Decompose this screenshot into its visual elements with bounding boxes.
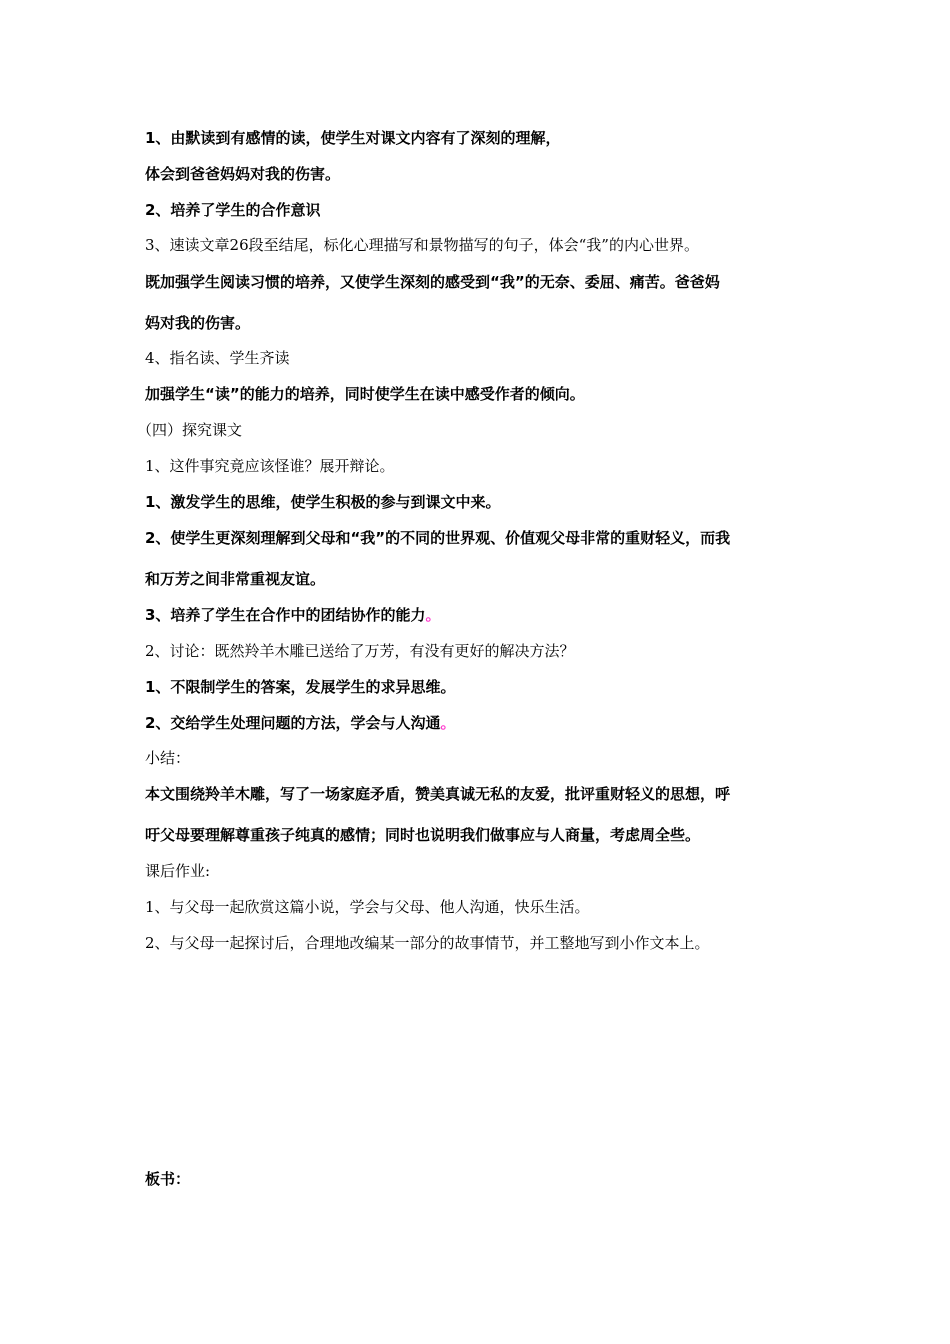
homework-heading: 课后作业: [145, 862, 211, 880]
text-line-23: 2、与父母一起探讨后，合理地改编某一部分的故事情节，并工整地写到小作文本上。 [145, 934, 710, 952]
text-line-10: 1、这件事究竟应该怪谁？展开辩论。 [145, 457, 395, 475]
blackboard-heading: 板书： [145, 1170, 191, 1188]
text-line-6: 妈对我的伤害。 [145, 314, 251, 332]
text-line-17-content: 2、交给学生处理问题的方法，学会与人沟通 [145, 714, 441, 732]
section-heading: （四）探究课文 [137, 421, 243, 439]
text-line-11: 1、激发学生的思维，使学生积极的参与到课文中来。 [145, 493, 501, 511]
accent-period-mark: 。 [440, 714, 456, 732]
text-line-8: 加强学生“读”的能力的培养，同时使学生在读中感受作者的倾向。 [145, 385, 585, 403]
text-line-14 [145, 605, 440, 625]
text-line-13: 和万芳之间非常重视友谊。 [145, 570, 326, 588]
text-line-22: 1、与父母一起欣赏这篇小说，学会与父母、他人沟通，快乐生活。 [145, 898, 590, 916]
text-line-14-content: 3、培养了学生在合作中的团结协作的能力 [145, 606, 426, 624]
text-line-12: 2、使学生更深刻理解到父母和“我”的不同的世界观、价值观父母非常的重财轻义，而我 [145, 529, 731, 547]
text-line-20: 吁父母要理解尊重孩子纯真的感情；同时也说明我们做事应与人商量，考虑周全些。 [145, 826, 701, 844]
text-line-16: 1、不限制学生的答案，发展学生的求异思维。 [145, 678, 456, 696]
text-line-3: 2、培养了学生的合作意识 [145, 201, 321, 219]
text-line-5: 既加强学生阅读习惯的培养，又使学生深刻的感受到“我”的无奈、委屈、痛苦。爸爸妈 [145, 273, 720, 291]
text-line-15: 2、讨论：既然羚羊木雕已送给了万芳，有没有更好的解决方法？ [145, 642, 575, 660]
text-line-17 [145, 713, 455, 733]
text-line-4: 3、速读文章26段至结尾，标化心理描写和景物描写的句子，体会“我”的内心世界。 [145, 236, 699, 254]
summary-heading: 小结： [145, 749, 191, 767]
text-line-2: 体会到爸爸妈妈对我的伤害。 [145, 165, 341, 183]
text-line-1: 1、由默读到有感情的读，使学生对课文内容有了深刻的理解， [145, 129, 561, 147]
text-line-7: 4、指名读、学生齐读 [145, 349, 290, 367]
text-line-19: 本文围绕羚羊木雕，写了一场家庭矛盾，赞美真诚无私的友爱，批评重财轻义的思想，呼 [145, 785, 731, 803]
accent-period-mark: 。 [425, 606, 441, 624]
